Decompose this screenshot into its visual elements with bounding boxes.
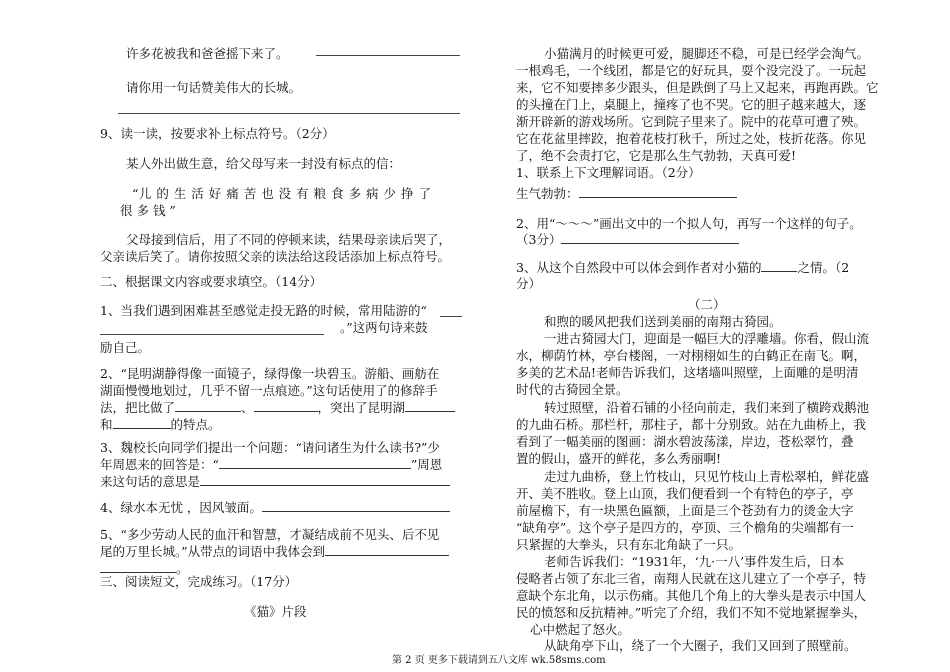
p2-para6: 从缺角亭下山，绕了一个大圈子，我们又回到了照壁前。 xyxy=(544,638,857,653)
passage-title: 《猫》片段 xyxy=(244,604,307,619)
p2-para3-line: 转过照壁，沿着石铺的小径向前走，我们来到了横跨戏鹅池 xyxy=(544,400,870,415)
answer-line xyxy=(100,334,324,335)
blank xyxy=(100,561,176,573)
page-footer: 第 2 页 更多下载请到五八文库 wk.58sms.com xyxy=(392,655,606,666)
q9-title: 9、读一读，按要求补上标点符号。（2分） xyxy=(100,126,335,141)
p2-para2-line: 时代的古猗园全景。 xyxy=(516,382,629,397)
s2q4 xyxy=(100,500,450,516)
blank xyxy=(219,457,411,469)
p2-para2-line: 水，柳荫竹林，亭台楼阁，一对栩栩如生的白鹤正在南飞。啊， xyxy=(516,348,867,363)
r-q1-term xyxy=(516,186,737,202)
r-q3-b: 之情。（2 xyxy=(797,260,850,275)
s2q5-line2-text: 尾的万里长城。”从带点的词语中我体会到 xyxy=(100,544,326,559)
r-q3 xyxy=(516,260,849,276)
cat-para-line: 它在花盆里摔跤，抱着花枝打秋千，所过之处，枝折花落。你见 xyxy=(516,131,867,146)
p2-para4-line: 开、美不胜收。登上山顶，我们便看到一个有特色的亭子，亭 xyxy=(516,486,854,501)
blank xyxy=(579,186,737,198)
s2q3-line2-b: ”周恩 xyxy=(410,457,443,472)
s2q2-line4-a: 和 xyxy=(100,417,113,432)
s2q5-line1: 5、“多少劳动人民的血汗和智慧，才凝结成前不见头、后不见 xyxy=(100,527,440,542)
section3-title: 三、阅读短文，完成练习。（17分） xyxy=(100,574,298,589)
blank xyxy=(254,400,318,412)
p2-para5-line: 民的愤怒和反抗精神。”听完了介绍，我们不知不觉地紧握拳头， xyxy=(516,605,867,620)
blank xyxy=(761,260,797,272)
cat-para-line: 了，绝不会责打它，它是那么生气勃勃，天真可爱! xyxy=(516,148,797,163)
p2-para4-line: 走过九曲桥，登上竹枝山，只见竹枝山上青松翠柏，鲜花盛 xyxy=(544,469,870,484)
part2-title: （二） xyxy=(688,297,726,312)
r-q2-line2 xyxy=(516,232,739,248)
s2q3-line3-text: 来这句话的意思是 xyxy=(100,474,201,489)
s2q2-line3-b: 、 xyxy=(241,400,254,415)
s2q2-line4-b: 的特点。 xyxy=(170,417,221,432)
q9-instr-line1: 父母接到信后，用了不同的停顿来读，结果母亲读后哭了， xyxy=(126,232,452,247)
blank xyxy=(405,400,455,412)
p2-para3-line: 看到了一幅美丽的图画：湖水碧波荡漾，岸边，苍松翠竹，叠 xyxy=(516,434,854,449)
s2q3-line1: 3、魏校长向同学们提出一个问题：“请问诸生为什么读书?”少 xyxy=(100,440,440,455)
s2q2-line4 xyxy=(100,417,221,433)
blank xyxy=(200,474,450,486)
cat-para-line: 一根鸡毛，一个线团，都是它的好玩具，耍个没完没了。一玩起 xyxy=(516,63,867,78)
q9-letter-line2: 很 多 钱 ” xyxy=(120,203,176,218)
cat-para-line: 来，它不知要摔多少跟头，但是跌倒了马上又起来，再跑再跌。它 xyxy=(516,80,879,95)
p2-para4-line: 前屋檐下，有一块黑色匾额，上面是三个苍劲有力的烫金大字 xyxy=(516,503,854,518)
s2q1-line3: 励自己。 xyxy=(100,340,151,355)
p2-para2-line: 多美的艺术品!老师告诉我们，这堵墙叫照壁，上面雕的是明清 xyxy=(516,365,859,380)
s2q4-text: 4、绿水本无忧 ，因风皱面。 xyxy=(100,500,262,515)
p2-para5-line: 老师告诉我们：“1931年，‘九·一八’事件发生后，日本 xyxy=(544,554,845,569)
s2q2-line2: 湖面慢慢地划过，几乎不留一点痕迹。”这句话使用了的修辞手 xyxy=(100,383,438,398)
s2q1-line2-end: 。”这两句诗来鼓 xyxy=(340,320,428,335)
r-q2-line2-text: （3分） xyxy=(516,232,562,247)
section2-title: 二、根据课文内容或要求填空。（14分） xyxy=(100,274,323,289)
q9-letter-line1: “儿 的 生 活 好 痛 苦 也 没 有 粮 食 多 病 少 挣 了 xyxy=(132,186,432,201)
blank xyxy=(262,500,450,512)
p2-para5-line: 心中燃起了怒火。 xyxy=(530,622,631,637)
s2q5-line3-end: 。 xyxy=(176,561,189,576)
blank xyxy=(175,400,241,412)
s2q3-line2 xyxy=(100,457,442,473)
r-q1-term-text: 生气勃勃： xyxy=(516,186,579,201)
s2q1-line1: 1、当我们遇到困难甚至感觉走投无路的时候，常用陆游的“ xyxy=(100,303,427,318)
q9-intro: 某人外出做生意，给父母写来一封没有标点的信： xyxy=(126,156,402,171)
s2q5-line2 xyxy=(100,544,449,560)
p2-para3-line: 置的假山，盛开的鲜花，多么秀丽啊! xyxy=(516,451,722,466)
blank xyxy=(113,417,171,429)
blank xyxy=(561,232,739,244)
q9-instr-line2: 父亲读后笑了。请你按照父亲的读法给这段话添加上标点符号。 xyxy=(100,249,451,264)
p2-para1: 和煦的暖风把我们送到美丽的南翔古猗园。 xyxy=(544,314,782,329)
s2q2-line3 xyxy=(100,400,455,416)
cat-para-line: 的头撞在门上，桌腿上，撞疼了也不哭。它的胆子越来越大，逐 xyxy=(516,97,867,112)
answer-line xyxy=(316,55,460,56)
r-q2-line1: 2、用“～～～”画出文中的一个拟人句，再写一个这样的句子。 xyxy=(516,216,862,231)
q8-prompt: 请你用一句话赞美伟大的长城。 xyxy=(126,80,302,95)
r-q1: 1、联系上下文理解词语。（2分） xyxy=(516,165,701,180)
s2q2-line3-c: ，突出了昆明湖 xyxy=(317,400,406,415)
p2-para4-line: “缺角亭”。这个亭子是四方的，亭顶、三个檐角的尖端都有一 xyxy=(516,520,854,535)
blank xyxy=(325,544,449,556)
answer-line xyxy=(440,316,462,317)
p2-para3-line: 的九曲石桥。那栏杆，那柱子，都十分别致。站在九曲桥上，我 xyxy=(516,417,867,432)
p2-para2-line: 一进古猗园大门，迎面是一幅巨大的浮雕墙。你看，假山流 xyxy=(544,331,870,346)
cat-para-line: 渐开辟新的游戏场所。它到院子里来了。院中的花草可遭了殃。 xyxy=(516,114,867,129)
q8-line1: 许多花被我和爸爸摇下来了。 xyxy=(126,46,289,61)
r-q3-c: 分） xyxy=(516,276,542,291)
s2q3-line2-a: 年周恩来的回答是：“ xyxy=(100,457,219,472)
answer-line xyxy=(118,113,460,114)
s2q2-line1: 2、“昆明湖静得像一面镜子，绿得像一块碧玉。游船、画舫在 xyxy=(100,366,440,381)
p2-para5-line: 侵略者占领了东北三省，南翔人民就在这儿建立了一个亭子，特 xyxy=(516,571,867,586)
s2q3-line3 xyxy=(100,474,450,490)
p2-para5-line: 意缺个东北角，以示伤痛。其他几个角上的大拳头是表示中国人 xyxy=(516,588,867,603)
p2-para4-line: 只紧握的大拳头，只有东北角缺了一只。 xyxy=(516,537,742,552)
cat-para-line: 小猫满月的时候更可爱，腿脚还不稳，可是已经学会淘气。 xyxy=(544,46,870,61)
r-q3-a: 3、从这个自然段中可以体会到作者对小猫的 xyxy=(516,260,762,275)
s2q2-line3-a: 法，把比做了 xyxy=(100,400,176,415)
